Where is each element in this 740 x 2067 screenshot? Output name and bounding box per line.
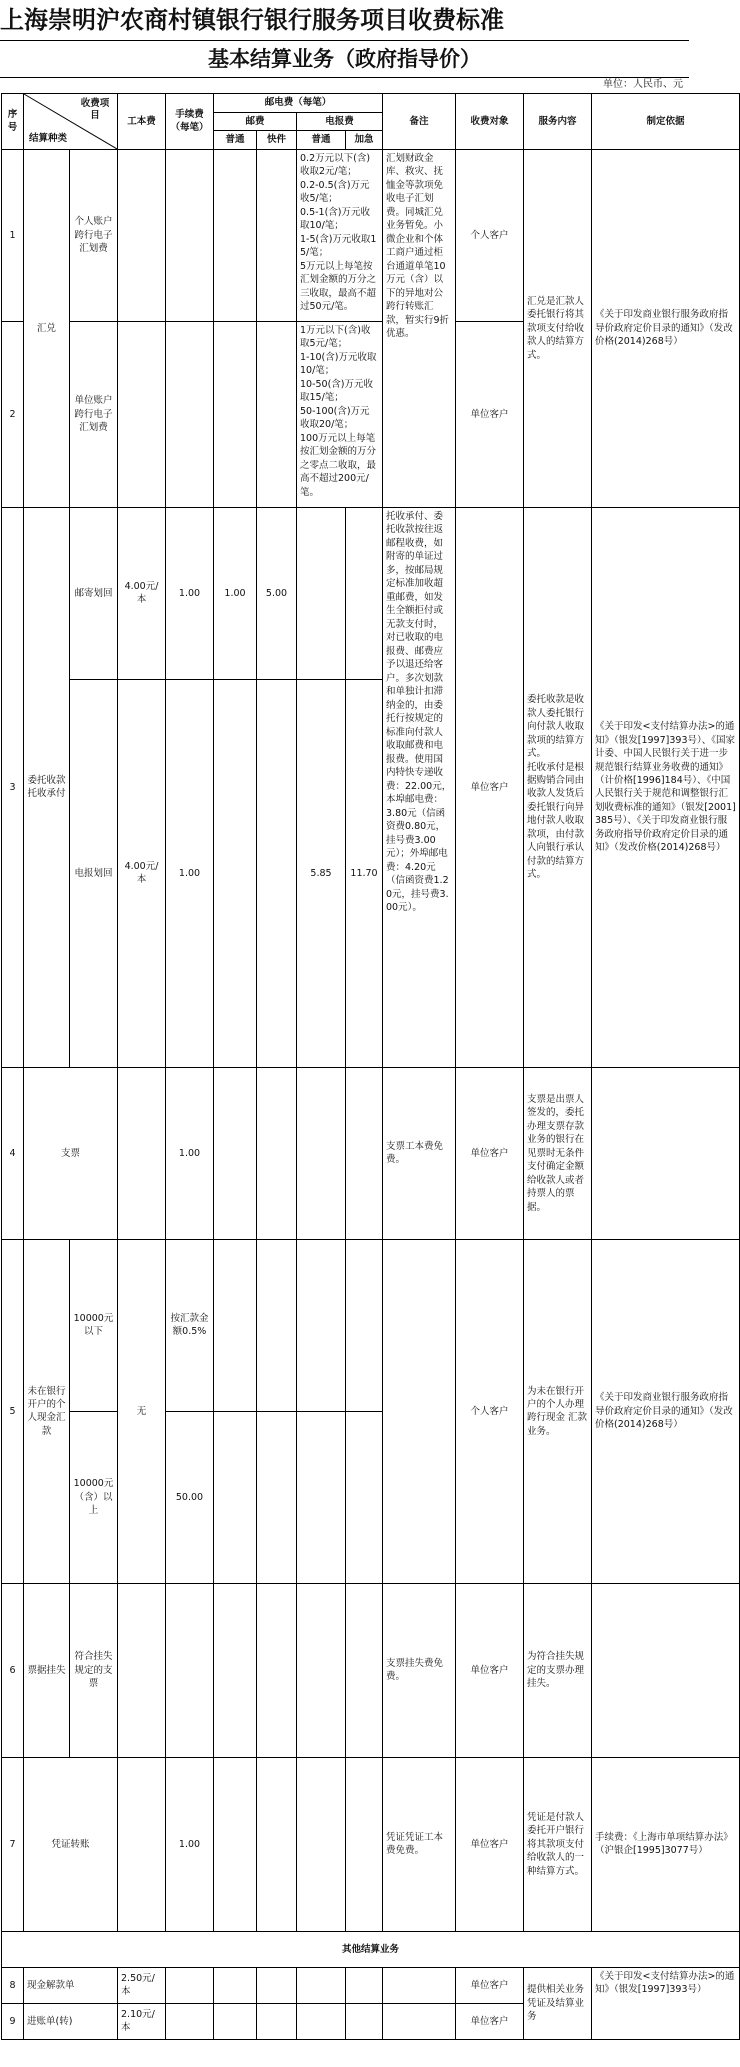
header-mail: 邮费 [214, 113, 297, 131]
row3-seq: 3 [2, 507, 24, 1067]
row5-item-below: 10000元以下 [70, 1239, 118, 1411]
row3-item-telegram: 电报划回 [70, 679, 118, 1067]
header-target: 收费对象 [456, 94, 524, 150]
row8-seq: 8 [2, 1967, 24, 2003]
row3-cost-mail: 4.00元/本 [118, 507, 166, 679]
header-service: 服务内容 [524, 94, 592, 150]
header-seq: 序号 [2, 94, 24, 150]
row5-target: 个人客户 [456, 1239, 524, 1583]
row3-mail-normal: 1.00 [214, 507, 257, 679]
table-row [2, 507, 740, 679]
row3-category: 委托收款托收承付 [24, 507, 70, 1067]
page-title: 上海崇明沪农商村镇银行银行服务项目收费标准 [0, 0, 689, 41]
row3-service: 委托收款是收款人委托银行向付款人收取款项的结算方式。 托收承付是根据购销合同由收款人发货后委托银行向异地付款人收取款项，由付款人向银行承认付款的结算方式。 [524, 507, 592, 1067]
row7-target: 单位客户 [456, 1757, 524, 1931]
row3-cost-telegram: 4.00元/本 [118, 679, 166, 1067]
row4-service: 支票是出票人签发的，委托办理支票存款业务的银行在见票时无条件支付确定金额给收款人或者持票人的票据。 [524, 1067, 592, 1239]
row7-seq: 7 [2, 1757, 24, 1931]
row1-tel-fee: 0.2万元以下(含)收取2元/笔； 0.2-0.5(含)万元收5/笔； 0.5-1(含)万元收取10/笔； 1-5(含)万元收取15/笔； 5万元以上每笔按汇划金额的万分之三收取，最高不超过50元/笔。 [297, 149, 383, 321]
row4-target: 单位客户 [456, 1067, 524, 1239]
row1-item: 个人账户跨行电子汇划费 [70, 149, 118, 321]
row2-target: 单位客户 [456, 321, 524, 507]
row5-service: 为未在银行开户的个人办理跨行现金 汇款业务。 [524, 1239, 592, 1583]
row6-item: 符合挂失规定的支票 [70, 1583, 118, 1757]
header-category: 结算种类 [28, 132, 67, 144]
row5-category: 未在银行开户的个人现金汇款 [24, 1239, 70, 1583]
table-row [2, 1067, 740, 1239]
row1-basis: 《关于印发商业银行服务政府指导价政府定价目录的通知》（发改价格(2014)268号） [592, 149, 740, 507]
table-row [2, 1931, 740, 1967]
table-row [2, 1967, 740, 2003]
row5-seq: 5 [2, 1239, 24, 1583]
row9-seq: 9 [2, 2003, 24, 2039]
row4-handling: 1.00 [166, 1067, 214, 1239]
table-row [2, 149, 740, 321]
row1-remark: 汇划财政金库、救灾、抚恤金等款项免收电子汇划费。同城汇兑业务暂免。小微企业和个体工商户通过柜台通道单笔10万元（含）以下的异地对公跨行转账汇款，暂实行9折优惠。 [383, 149, 456, 507]
row5-basis: 《关于印发商业银行服务政府指导价政府定价目录的通知》（发改价格(2014)268号） [592, 1239, 740, 1583]
header-handling: 手续费（每笔） [166, 94, 214, 150]
row4-category: 支票 [24, 1067, 118, 1239]
row3-mail-express: 5.00 [257, 507, 297, 679]
header-mail-normal: 普通 [214, 131, 257, 149]
currency-unit-note: 单位：人民币、元 [603, 79, 683, 90]
row3-handling-mail: 1.00 [166, 507, 214, 679]
table-row [2, 1757, 740, 1931]
row3-handling-telegram: 1.00 [166, 679, 214, 1067]
row8-service: 提供相关业务凭证及结算业务 [524, 1967, 592, 2039]
header-fee-item: 收费项目 [80, 98, 110, 122]
row3-target: 单位客户 [456, 507, 524, 1067]
row2-seq: 2 [2, 321, 24, 507]
header-basis: 制定依据 [592, 94, 740, 150]
row5-handling-below: 按汇款金额0.5% [166, 1239, 214, 1411]
row7-handling: 1.00 [166, 1757, 214, 1931]
row1-seq: 1 [2, 149, 24, 321]
header-remark: 备注 [383, 94, 456, 150]
row6-category: 票据挂失 [24, 1583, 70, 1757]
row5-cost: 无 [118, 1239, 166, 1583]
row5-handling-above: 50.00 [166, 1411, 214, 1583]
row9-target: 单位客户 [456, 2003, 524, 2039]
table-row [2, 1239, 740, 1411]
row6-target: 单位客户 [456, 1583, 524, 1757]
page-subtitle: 基本结算业务（政府指导价） [0, 41, 689, 78]
row6-remark: 支票挂失费免费。 [383, 1583, 456, 1757]
row6-service: 为符合挂失规定的支票办理挂失。 [524, 1583, 592, 1757]
row6-seq: 6 [2, 1583, 24, 1757]
row2-tel-fee: 1万元以下(含)收取5元/笔； 1-10(含)万元收取10/笔； 10-50(含)万元收取15/笔； 50-100(含)万元收取20/笔； 100万元以上每笔按汇划金额的万分之零点二收取，最高不超过200元/笔。 [297, 321, 383, 507]
row3-tel-urgent: 11.70 [346, 679, 383, 1067]
row3-basis: 《关于印发<支付结算办法>的通知》（银发[1997]393号）、《国家计委、中国人民银行关于进一步规范银行结算业务收费的通知》（计价格[1996]184号）、《中国人民银行关于规范和调整银行汇划收费标准的通知》（银发[2001]385号）、《关于印发商业银行服务政府指导价政府定价目录的通知》（发改价格(2014)268号） [592, 507, 740, 1067]
row3-tel-normal: 5.85 [297, 679, 346, 1067]
row9-cost: 2.10元/本 [118, 2003, 166, 2039]
header-cost: 工本费 [118, 94, 166, 150]
row1-category: 汇兑 [24, 149, 70, 507]
row4-remark: 支票工本费免费。 [383, 1067, 456, 1239]
header-tel-normal: 普通 [297, 131, 346, 149]
row3-item-mail: 邮寄划回 [70, 507, 118, 679]
fee-table [1, 93, 740, 2040]
row1-service: 汇兑是汇款人委托银行将其款项支付给收款人的结算方式。 [524, 149, 592, 507]
row7-remark: 凭证凭证工本费免费。 [383, 1757, 456, 1931]
header-postage: 邮电费（每笔） [214, 94, 383, 113]
row4-seq: 4 [2, 1067, 24, 1239]
row7-basis: 手续费：《上海市单项结算办法》（沪银企[1995]3077号） [592, 1757, 740, 1931]
header-mail-express: 快件 [257, 131, 297, 149]
row5-item-above: 10000元（含）以上 [70, 1411, 118, 1583]
row1-target: 个人客户 [456, 149, 524, 321]
row8-basis: 《关于印发<支付结算办法>的通知》（银发[1997]393号） [592, 1967, 740, 2039]
table-row [2, 1583, 740, 1757]
row7-service: 凭证是付款人委托开户银行将其款项支付给收款人的一种结算方式。 [524, 1757, 592, 1931]
row8-cost: 2.50元/本 [118, 1967, 166, 2003]
row2-item: 单位账户跨行电子汇划费 [70, 321, 118, 507]
row9-category: 进账单(转) [24, 2003, 118, 2039]
header-tel-urgent: 加急 [346, 131, 383, 149]
row7-category: 凭证转账 [24, 1757, 118, 1931]
section-other-header: 其他结算业务 [2, 1931, 740, 1967]
header-telegram: 电报费 [297, 113, 383, 131]
row8-target: 单位客户 [456, 1967, 524, 2003]
row3-remark: 托收承付、委托收款按往返邮程收费，如附寄的单证过多，按邮局规定标准加收超重邮费，如发生全额拒付或无款支付时，对已收取的电报费、邮费应予以退还给客户。多次划款和单独计扣滞纳金的，由委托行按规定的标准向付款人收取邮费和电报费。使用国内特快专递收费：22.00元，本埠邮电费：3.80元（信函资费0.80元，挂号费3.00元）；外埠邮电费：4.20元（信函资费1.20元，挂号费3.00元）。 [383, 507, 456, 1067]
row8-category: 现金解款单 [24, 1967, 118, 2003]
header-diagonal-cell [24, 94, 118, 150]
